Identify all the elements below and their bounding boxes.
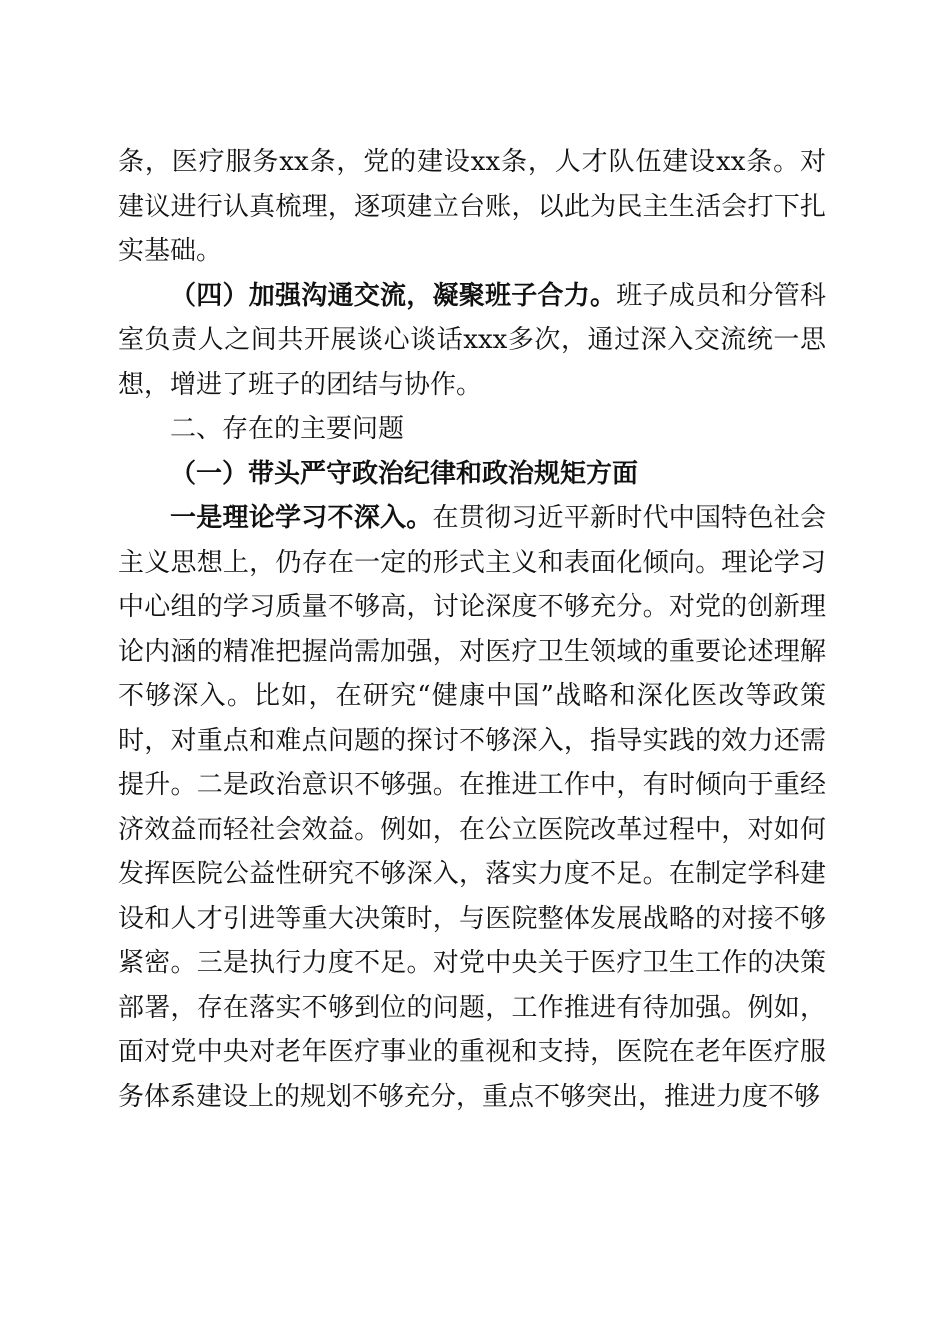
- sub-heading: （一）带头严守政治纪律和政治规矩方面: [170, 458, 639, 489]
- paragraph-problems: [118, 496, 826, 1119]
- paragraph-lead-problems: 一是理论学习不深入。: [170, 503, 433, 533]
- paragraph-body-problems: 在贯彻习近平新时代中国特色社会主义思想上，仍存在一定的形式主义和表面化倾向。理论学习中心组的学习质量不够高，讨论深度不够充分。对党的创新理论内涵的精准把握尚需加强，对医疗卫生领域的重要论述理解不够深入。比如，在研究“健康中国”战略和深化医改等政策时，对重点和难点问题的探讨不够深入，指导实践的效力还需提升。二是政治意识不够强。在推进工作中，有时倾向于重经济效益而轻社会效益。例如，在公立医院改革过程中，对如何发挥医院公益性研究不够深入，落实力度不足。在制定学科建设和人才引进等重大决策时，与医院整体发展战略的对接不够紧密。三是执行力度不足。对党中央关于医疗卫生工作的决策部署，存在落实不够到位的问题，工作推进有待加强。例如，面对党中央对老年医疗事业的重视和支持，医院在老年医疗服务体系建设上的规划不够充分，重点不够突出，推进力度不够: [118, 503, 826, 1112]
- section-heading: 二、存在的主要问题: [170, 414, 405, 444]
- paragraph-communication: [118, 274, 826, 408]
- paragraph-body-communication: 班子成员和分管科室负责人之间共开展谈心谈话xxx多次，通过深入交流统一思想，增进了班子的团结与协作。: [118, 280, 826, 400]
- paragraph-continuation: 条，医疗服务xx条，党的建设xx条，人才队伍建设xx条。对建议进行认真梳理，逐项建立台账，以此为民主生活会打下扎实基础。: [118, 147, 826, 266]
- document-page: [118, 140, 826, 1119]
- paragraph-lead-communication: （四）加强沟通交流，凝聚班子合力。: [170, 280, 617, 311]
